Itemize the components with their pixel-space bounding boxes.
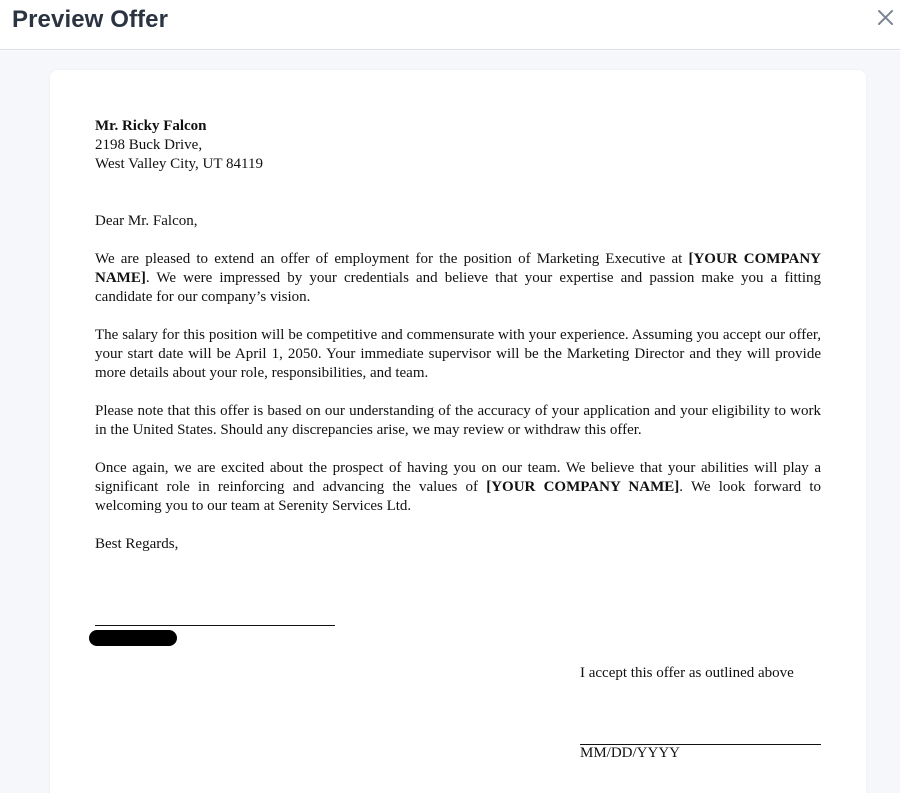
redacted-signer-name bbox=[89, 630, 177, 646]
paragraph-text: We are pleased to extend an offer of employment for the position of Marketing Executive at bbox=[95, 251, 689, 267]
offer-letter-content bbox=[95, 117, 821, 573]
paragraph-salary: The salary for this position will be competitive and commensurate with your experience. Assuming you accept our offer, your start date will be April 1, 2050. Your immediate supervisor will be the Marketing Director and they will provide more details about your role, responsibilities, and team. bbox=[95, 327, 821, 381]
date-label: MM/DD/YYYY bbox=[580, 745, 681, 761]
paragraph-text: . We were impressed by your credentials and believe that your expertise and passion make you a fitting candidate for our company’s vision. bbox=[95, 270, 821, 305]
paragraph-offer bbox=[95, 250, 821, 307]
address-line-2: West Valley City, UT 84119 bbox=[95, 156, 263, 172]
acceptance-statement: I accept this offer as outlined above bbox=[580, 665, 794, 681]
company-name-placeholder: [YOUR COMPANY NAME] bbox=[95, 251, 821, 286]
recipient-address bbox=[95, 117, 821, 174]
modal-header bbox=[0, 0, 900, 50]
paragraph-eligibility: Please note that this offer is based on our understanding of the accuracy of your application and your eligibility to work in the United States. Should any discrepancies arise, we may review or withdraw this offer. bbox=[95, 403, 821, 438]
closing-salutation: Best Regards, bbox=[95, 536, 179, 552]
modal-title: Preview Offer bbox=[12, 6, 169, 33]
paragraph-text: Once again, we are excited about the prospect of having you on our team. We believe that your abilities will play a significant role in reinforcing and advancing the values of bbox=[95, 460, 821, 495]
signature-line bbox=[95, 625, 335, 626]
greeting: Dear Mr. Falcon, bbox=[95, 213, 198, 229]
company-name-placeholder: [YOUR COMPANY NAME] bbox=[486, 479, 680, 495]
paragraph-closing bbox=[95, 459, 821, 516]
close-icon[interactable] bbox=[874, 4, 898, 30]
address-line-1: 2198 Buck Drive, bbox=[95, 137, 203, 153]
paragraph-text: . We look forward to welcoming you to our team at Serenity Services Ltd. bbox=[95, 479, 821, 514]
recipient-name: Mr. Ricky Falcon bbox=[95, 118, 207, 134]
